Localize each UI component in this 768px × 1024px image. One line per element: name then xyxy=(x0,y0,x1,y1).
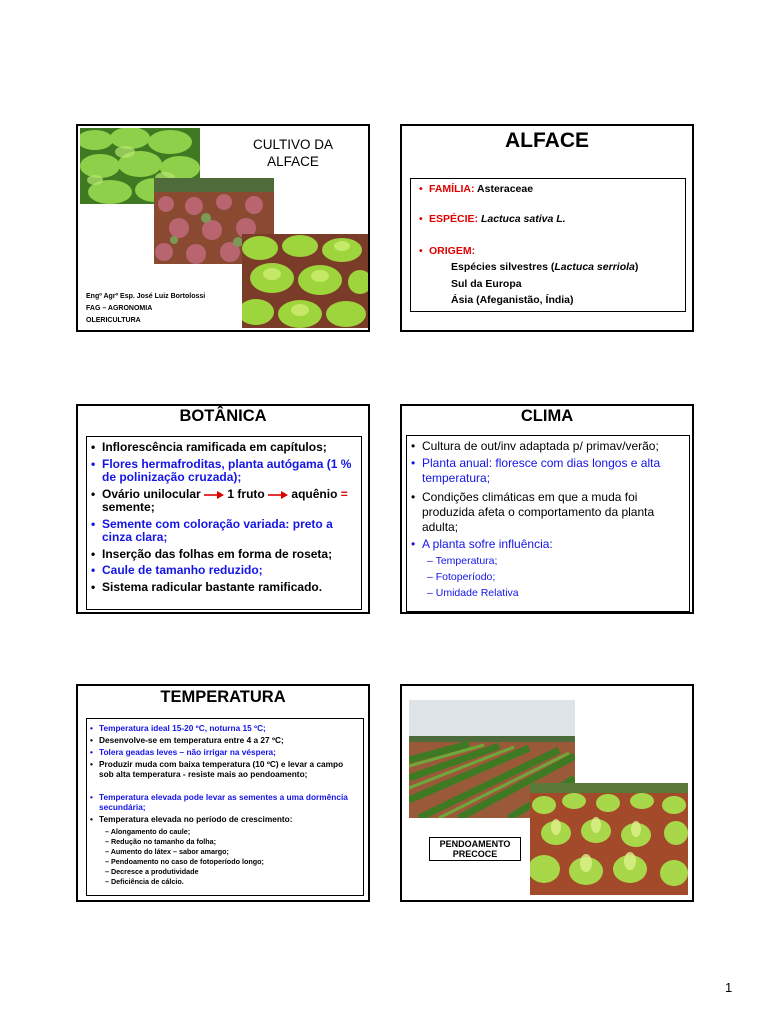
list-item xyxy=(91,548,357,561)
familia-value: Asteraceae xyxy=(477,183,534,195)
slide-title xyxy=(228,136,358,170)
ovario-text: Ovário unilocular xyxy=(102,487,201,501)
content-box xyxy=(86,436,362,610)
especie-label: ESPÉCIE: xyxy=(429,213,479,225)
list-item xyxy=(411,537,687,552)
label-line-1: PENDOAMENTO xyxy=(439,839,511,849)
slide-clima xyxy=(400,404,694,614)
bullet: • xyxy=(411,490,416,504)
slide-heading: TEMPERATURA xyxy=(160,688,286,706)
list-item xyxy=(91,564,357,577)
institution-credit: FAG – AGRONOMIA xyxy=(86,305,153,312)
origem-label: ORIGEM: xyxy=(429,245,476,257)
bullet: • xyxy=(91,580,96,594)
bullet: • xyxy=(91,517,96,531)
item-text: Caule de tamanho reduzido; xyxy=(102,563,263,577)
pendoamento-label xyxy=(429,837,521,861)
content-box xyxy=(406,435,690,612)
especie-value: Lactuca sativa L. xyxy=(480,213,566,225)
list-item xyxy=(90,759,360,779)
list-item xyxy=(91,441,357,454)
bolting-lettuce-photo xyxy=(530,783,688,895)
label-line-2: PRECOCE xyxy=(452,849,498,859)
aquenio-text: aquênio xyxy=(291,487,338,501)
item-text: Semente com coloração variada: preto a cinza clara; xyxy=(102,517,333,544)
semente-text: semente; xyxy=(102,500,155,514)
list-item xyxy=(90,723,360,733)
list-item xyxy=(91,458,357,484)
bullet: • xyxy=(411,537,416,551)
bullet: • xyxy=(90,814,93,824)
bullet: • xyxy=(91,487,96,501)
list-item xyxy=(90,792,360,812)
bullet: • xyxy=(90,759,93,769)
title-line-2: ALFACE xyxy=(267,154,319,169)
bullet: • xyxy=(90,792,93,802)
item-text: Condições climáticas em que a muda foi produzida afeta o comportamento da planta adulta; xyxy=(422,490,655,534)
slide-temperatura xyxy=(76,684,370,902)
bullet: • xyxy=(91,547,96,561)
bullet: • xyxy=(90,735,93,745)
bullet: • xyxy=(90,747,93,757)
origem-item: • ORIGEM: xyxy=(419,245,476,257)
sub-item: – Redução no tamanho da folha; xyxy=(105,837,217,846)
origem-line-1 xyxy=(451,261,638,273)
lettuce-photo-curly xyxy=(242,234,368,328)
origem-line-1-post: ) xyxy=(634,261,639,273)
sub-item: – Aumento do látex – sabor amargo; xyxy=(105,847,229,856)
list-item xyxy=(91,518,357,544)
equals-sign: = xyxy=(340,487,348,501)
item-text: Sistema radicular bastante ramificado. xyxy=(102,580,323,594)
list-item xyxy=(90,814,360,824)
bullet: • xyxy=(91,457,96,471)
item-text: Planta anual: floresce com dias longos e alta temperatura; xyxy=(422,456,661,485)
slide-pendoamento-precoce xyxy=(400,684,694,902)
origem-line-2: Sul da Europa xyxy=(451,278,522,290)
page-number: 1 xyxy=(725,980,733,995)
list-item xyxy=(411,490,687,535)
bullet: • xyxy=(411,456,416,470)
origem-line-1-pre: Espécies silvestres ( xyxy=(451,261,555,273)
item-text: A planta sofre influência: xyxy=(422,537,553,551)
sub-item: – Umidade Relativa xyxy=(427,587,519,599)
item-text: Temperatura elevada no período de crescimento: xyxy=(99,814,293,824)
item-text: Produzir muda com baixa temperatura (10 ºC) e levar a campo sob alta temperatura - resiste mais ao pendoamento; xyxy=(99,759,344,779)
bullet: • xyxy=(91,440,96,454)
item-text: Temperatura elevada pode levar as sementes a uma dormência secundária; xyxy=(99,792,348,812)
item-text: Inflorescência ramificada em capítulos; xyxy=(102,440,327,454)
slide-cultivo-da-alface xyxy=(76,124,370,332)
list-item xyxy=(411,439,687,454)
title-line-1: CULTIVO DA xyxy=(252,137,333,152)
familia-label: FAMÍLIA: xyxy=(429,183,475,195)
bullet: • xyxy=(411,439,416,453)
list-item xyxy=(411,456,687,486)
item-text: Flores hermafroditas, planta autógama (1 % de polinização cruzada); xyxy=(102,457,352,484)
sub-item: – Fotoperíodo; xyxy=(427,571,496,583)
content-box xyxy=(410,178,686,312)
bullet: • xyxy=(90,723,93,733)
content-box xyxy=(86,718,364,896)
slide-heading: BOTÂNICA xyxy=(179,407,267,425)
course-credit: OLERICULTURA xyxy=(86,317,141,324)
list-item xyxy=(91,581,357,594)
item-text xyxy=(91,488,357,514)
slide-botanica xyxy=(76,404,370,614)
list-item xyxy=(90,747,360,757)
sub-item: – Deficiência de cálcio. xyxy=(105,877,184,886)
item-text: Desenvolve-se em temperatura entre 4 a 27 ºC; xyxy=(99,735,284,745)
sub-item: – Pendoamento no caso de fotoperíodo longo; xyxy=(105,857,264,866)
sub-item: – Alongamento do caule; xyxy=(105,827,191,836)
author-credit: Engº Agrº Esp. José Luiz Bortolossi xyxy=(86,293,206,300)
item-text: Temperatura ideal 15-20 ºC, noturna 15 ºC; xyxy=(99,723,266,733)
origem-line-3: Ásia (Afeganistão, Índia) xyxy=(451,294,574,306)
arrow-right-icon xyxy=(268,491,288,499)
sub-item: – Temperatura; xyxy=(427,555,498,567)
arrow-right-icon xyxy=(204,491,224,499)
especie-item: • ESPÉCIE: Lactuca sativa L. xyxy=(419,213,566,225)
origem-line-1-species: Lactuca serriola xyxy=(554,261,635,273)
slide-heading: CLIMA xyxy=(520,407,574,425)
item-text: Tolera geadas leves – não irrigar na véspera; xyxy=(99,747,276,757)
fruto-text: 1 fruto xyxy=(227,487,265,501)
list-item xyxy=(90,735,360,745)
item-text: Cultura de out/inv adaptada p/ primav/verão; xyxy=(422,439,659,453)
bullet: • xyxy=(91,563,96,577)
list-item xyxy=(91,488,357,514)
sub-item: – Decresce a produtividade xyxy=(105,867,199,876)
slide-alface xyxy=(400,124,694,332)
slide-heading: ALFACE xyxy=(505,129,589,152)
item-text: Inserção das folhas em forma de roseta; xyxy=(102,547,333,561)
familia-item: • FAMÍLIA: Asteraceae xyxy=(419,183,534,195)
